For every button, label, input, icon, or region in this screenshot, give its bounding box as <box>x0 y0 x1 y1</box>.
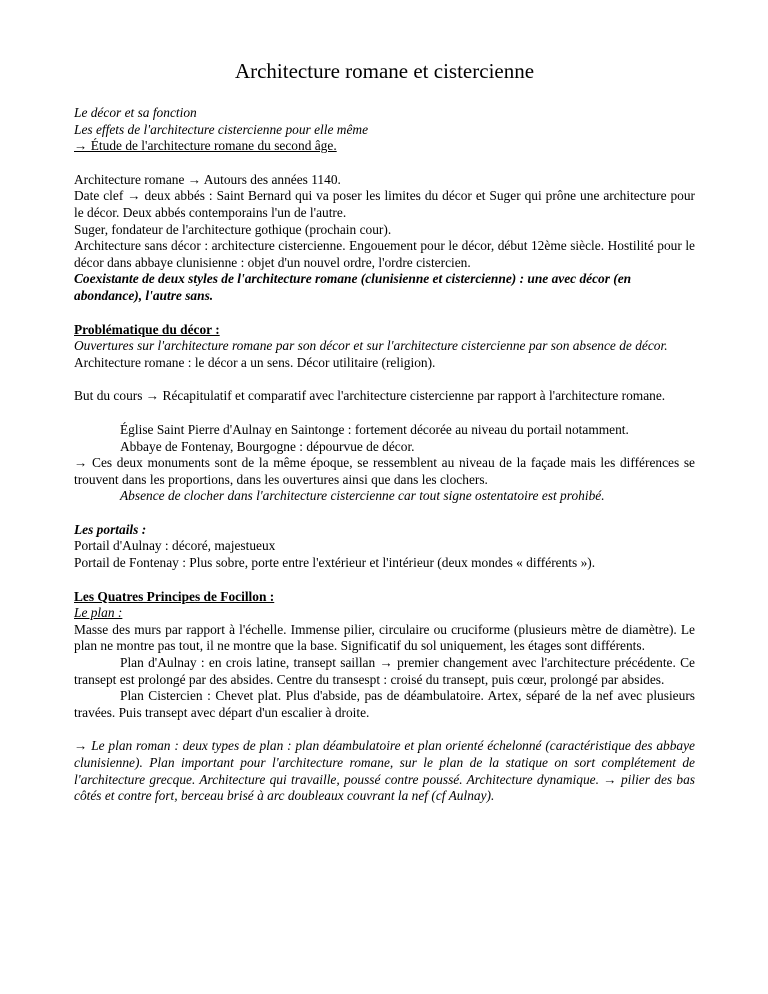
paragraph-line: Architecture sans décor : architecture cistercienne. Engouement pour le décor, début 12ème siècle. Hostilité pour le décor dans abbaye clunisienne : objet d'un nouvel ordre, l'ordre cistercien. <box>74 238 695 270</box>
paragraph-line: But du cours → Récapitulatif et comparatif avec l'architecture cistercienne par rapport à l'architecture romane. <box>74 388 666 404</box>
paragraph-line: Architecture romane → Autours des années 1140. <box>74 171 341 187</box>
page-title: Architecture romane et cistercienne <box>234 59 535 83</box>
paragraph-line: Coexistante de deux styles de l'architecture romane (clunisienne et cistercienne) : une avec décor (en abondance), l'autre sans. <box>74 271 632 303</box>
section-heading: Problématique du décor : <box>74 321 220 337</box>
paragraph-line: Église Saint Pierre d'Aulnay en Saintonge : fortement décorée au niveau du portail notamment. <box>120 421 629 437</box>
paragraph-line: Masse des murs par rapport à l'échelle. Immense pilier, circulaire ou cruciforme (plusieurs mètre de diamètre). Le plan ne montre pas tout, il ne montre que la base. Significatif du sol uniquement, les étages sont différents. <box>74 621 695 654</box>
section-heading: Les portails : <box>74 521 147 537</box>
paragraph-line: Date clef → deux abbés : Saint Bernard qui va poser les limites du décor et Suger qui prône une architecture pour le décor. Deux abbés contemporains l'un de l'autre. <box>74 188 695 220</box>
paragraph-line: Ouvertures sur l'architecture romane par son décor et sur l'architecture cistercienne par son absence de décor. <box>74 338 668 354</box>
paragraph-line: → Ces deux monuments sont de la même époque, se ressemblent au niveau de la façade mais les différences se trouvent dans les proportions, dans les ouvertures ainsi que dans les clochers. <box>74 455 695 487</box>
intro-line: → Étude de l'architecture romane du second âge. <box>74 138 337 154</box>
section-heading: Les Quatres Principes de Focillon : <box>74 588 275 604</box>
intro-line: Le décor et sa fonction <box>74 105 197 120</box>
paragraph-line: Abbaye de Fontenay, Bourgogne : dépourvue de décor. <box>120 438 415 454</box>
intro-line: Les effets de l'architecture cistercienne pour elle même <box>74 121 369 137</box>
paragraph-line: Portail d'Aulnay : décoré, majestueux <box>74 538 276 554</box>
paragraph-line: Plan d'Aulnay : en crois latine, transept saillan → premier changement avec l'architecture précédente. Ce transept est prolongé par des absides. Centre du transespt : croisé du transept, puis cœur, prolongé par absides. <box>74 655 695 687</box>
document-page <box>74 58 695 805</box>
paragraph-line: Portail de Fontenay : Plus sobre, porte entre l'extérieur et l'intérieur (deux mondes « différents »). <box>74 555 596 571</box>
paragraph-line: Architecture romane : le décor a un sens. Décor utilitaire (religion). <box>74 354 436 370</box>
paragraph-line: Plan Cistercien : Chevet plat. Plus d'abside, pas de déambulatoire. Artex, séparé de la nef avec plusieurs travées. Puis transept avec départ d'un escalier à droite. <box>74 688 695 720</box>
paragraph-line: → Le plan roman : deux types de plan : plan déambulatoire et plan orienté échelonné (caractéristique des abbaye clunisienne). Plan important pour l'architecture romane, sur le plan de la statique on sort complétement de l'architecture grecque. Architecture qui travaille, poussé contre poussé. Architecture dynamique. → pilier des bas côtés et contre fort, berceau brisé à arc doubleaux couvrant la nef (cf Aulnay). <box>74 738 695 804</box>
paragraph-line: Suger, fondateur de l'architecture gothique (prochain cour). <box>74 221 392 237</box>
paragraph-line: Absence de clocher dans l'architecture cistercienne car tout signe ostentatoire est prohibé. <box>120 488 605 504</box>
subsection-heading: Le plan : <box>74 605 123 621</box>
